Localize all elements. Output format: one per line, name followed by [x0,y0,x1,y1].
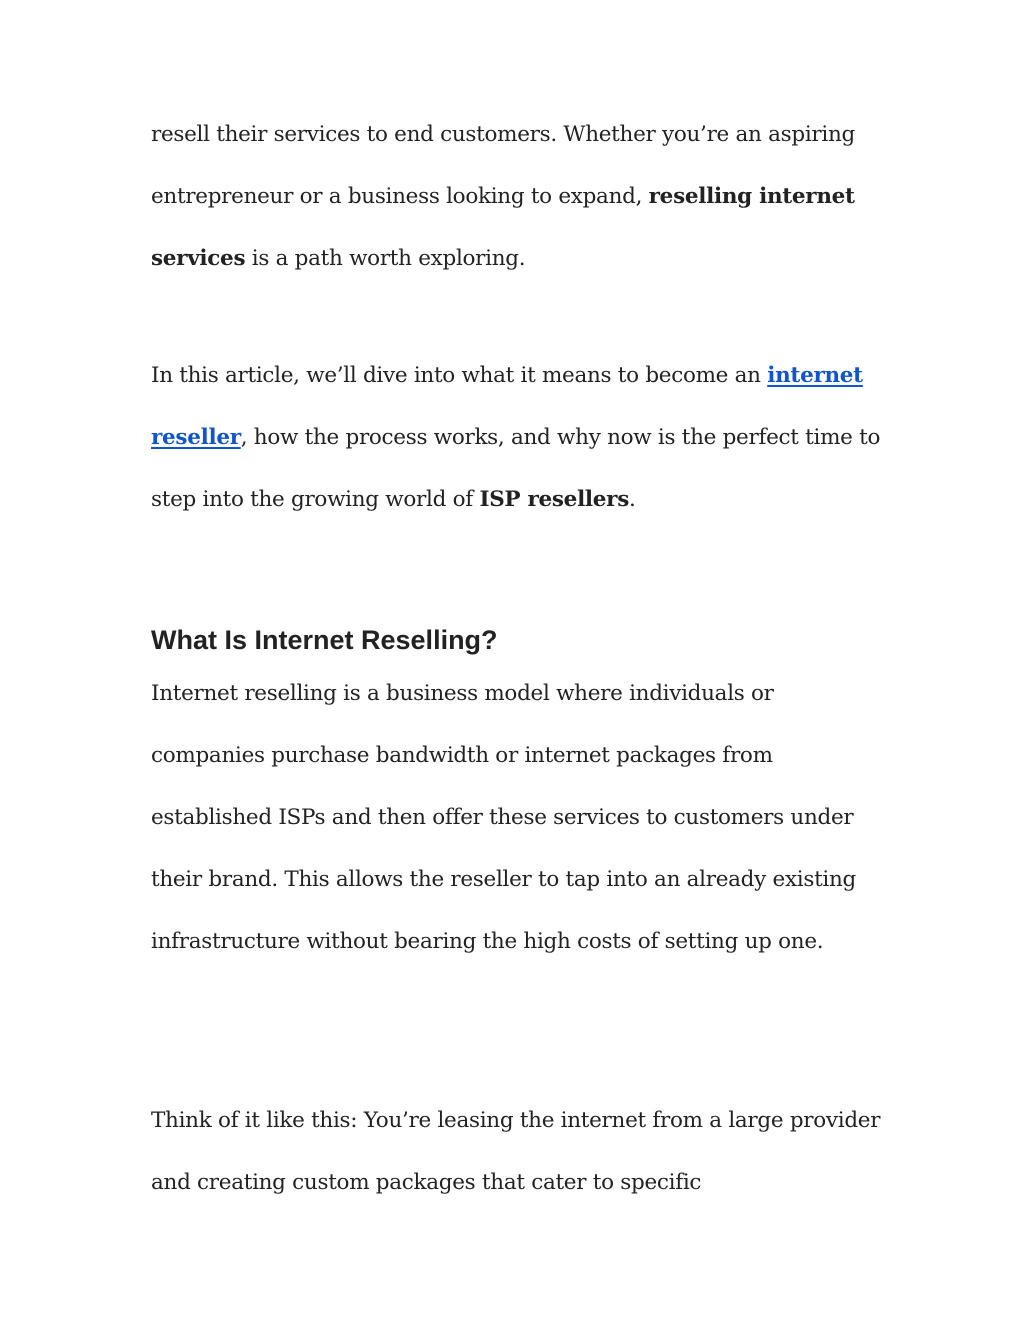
intro-bold-phrase: reselling internet services [151,184,855,271]
overview-text-start: In this article, we’ll dive into what it means to become an [151,363,768,388]
overview-bold-phrase: ISP resellers [479,487,630,512]
intro-paragraph [151,104,891,290]
section-heading: What Is Internet Reselling? [151,625,498,655]
article-overview-paragraph [151,345,891,531]
intro-text-start: resell their services to end customers. Whether you’re an aspiring entrepreneur or a business looking to expand, [151,122,855,209]
definition-paragraph: Internet reselling is a business model where individuals or companies purchase bandwidth or internet packages from established ISPs and then offer these services to customers under their brand. This allows the reseller to tap into an already existing infrastructure without bearing the high costs of setting up one. [151,681,856,954]
overview-text-end: . [629,487,636,512]
internet-reseller-link[interactable]: internet reseller [151,363,863,450]
analogy-paragraph: Think of it like this: You’re leasing the internet from a large provider and creating custom packages that cater to specific [151,1108,881,1195]
overview-text-middle: , how the process works, and why now is the perfect time to step into the growing world of [151,425,881,512]
intro-text-end: is a path worth exploring. [245,246,526,271]
